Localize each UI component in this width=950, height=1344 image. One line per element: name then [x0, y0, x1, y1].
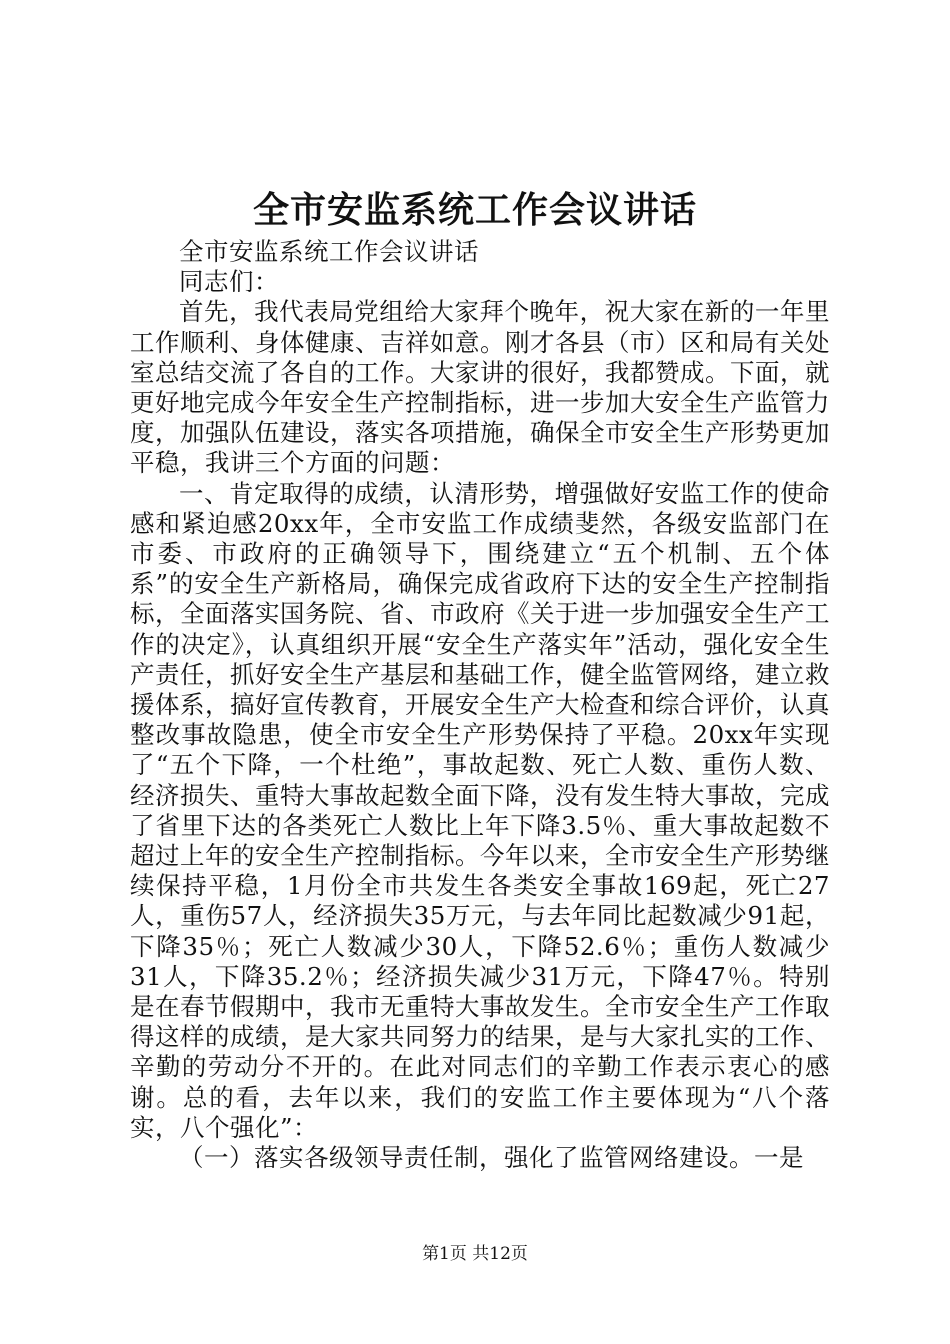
paragraph-subsection-one: （一）落实各级领导责任制，强化了监管网络建设。一是 — [179, 1143, 804, 1173]
paragraph-opening: 首先，我代表局党组给大家拜个晚年，祝大家在新的一年里工作顺利、身体健康、吉祥如意。刚才各县（市）区和局有关处室总结交流了各自的工作。大家讲的很好，我都赞成。下面，就更好地完成今年安全生产控制指标，进一步加大安全生产监管力度，加强队伍建设，落实各项措施，确保全市安全生产形势更加平稳，我讲三个方面的问题： — [130, 297, 830, 478]
paragraph-salutation: 同志们： — [179, 267, 279, 297]
document-title: 全市安监系统工作会议讲话 — [252, 189, 697, 231]
paragraph-section-one: 一、肯定取得的成绩，认清形势，增强做好安监工作的使命感和紧迫感20xx年，全市安监工作成绩斐然，各级安监部门在市委、市政府的正确领导下，围绕建立“五个机制、五个体系”的安全生产新格局，确保完成省政府下达的安全生产控制指标，全面落实国务院、省、市政府《关于进一步加强安全生产工作的决定》，认真组织开展“安全生产落实年”活动，强化安全生产责任，抓好安全生产基层和基础工作，健全监管网络，建立救援体系，搞好宣传教育，开展安全生产大检查和综合评价，认真整改事故隐患，使全市安全生产形势保持了平稳。20xx年实现了“五个下降，一个杜绝”，事故起数、死亡人数、重伤人数、经济损失、重特大事故起数全面下降，没有发生特大事故，完成了省里下达的各类死亡人数比上年下降3.5％、重大事故起数不超过上年的安全生产控制指标。今年以来，全市安全生产形势继续保持平稳，1月份全市共发生各类安全事故169起，死亡27人，重伤57人，经济损失35万元，与去年同比起数减少91起，下降35％；死亡人数减少30人，下降52.6％；重伤人数减少31人，下降35.2％；经济损失减少31万元，下降47％。特别是在春节假期中，我市无重特大事故发生。全市安全生产工作取得这样的成绩，是大家共同努力的结果，是与大家扎实的工作、辛勤的劳动分不开的。在此对同志们的辛勤工作表示衷心的感谢。总的看，去年以来，我们的安监工作主要体现为“八个落实，八个强化”： — [130, 478, 830, 1142]
page-footer: 第1页 共12页 — [422, 1244, 528, 1264]
document-body — [130, 237, 830, 1173]
paragraph-subtitle: 全市安监系统工作会议讲话 — [179, 237, 479, 266]
